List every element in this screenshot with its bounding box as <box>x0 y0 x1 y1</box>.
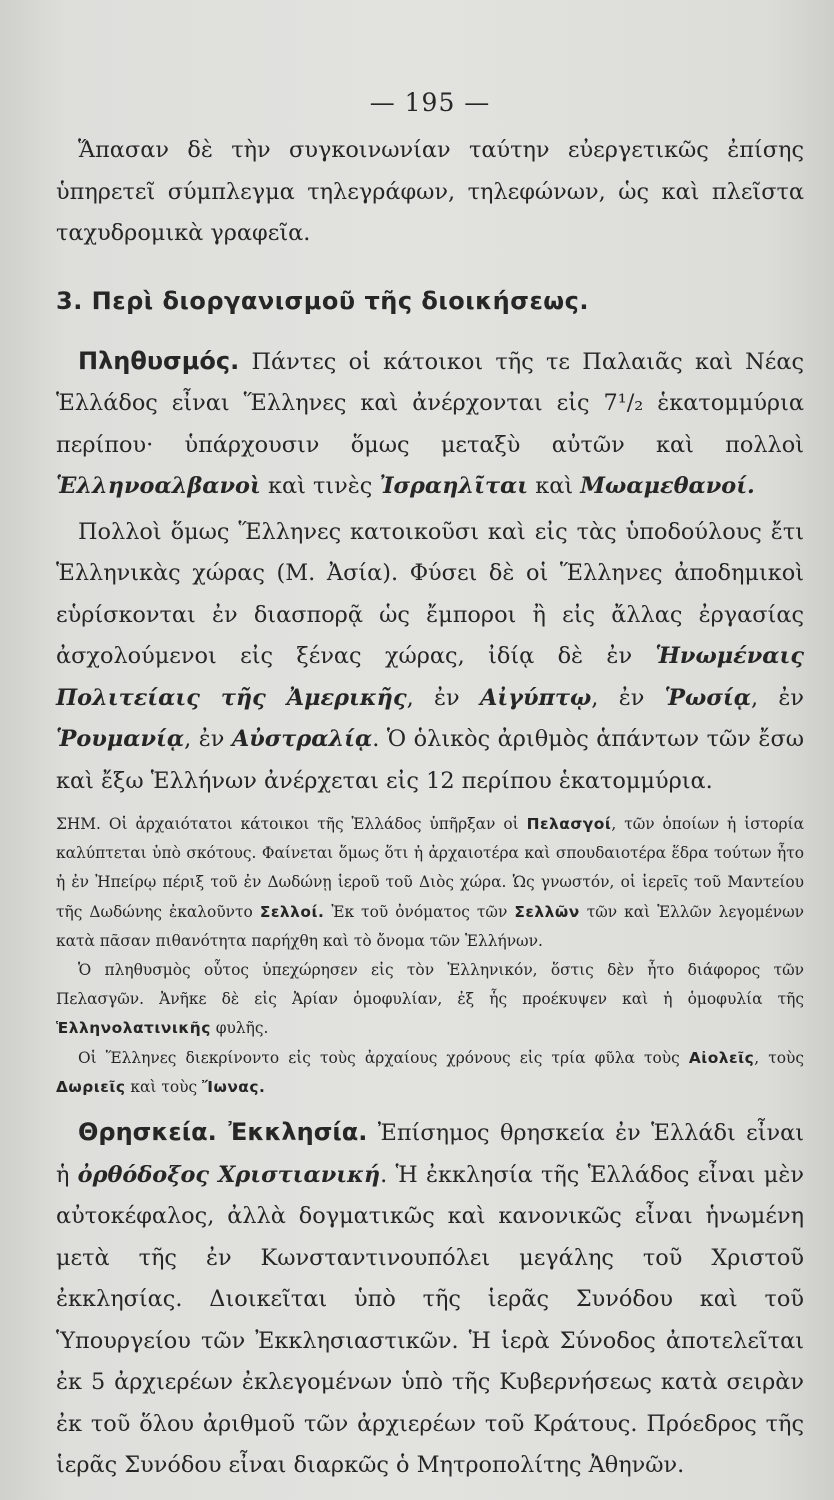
note2-text-1: Ὁ πληθυσμὸς οὗτος ὑπεχώρησεν εἰς τὸν Ἑλληνικόν, ὅστις δὲν ἦτο διάφορος τῶν Πελασγῶν. Ἀνῆκε δὲ εἰς Ἀρίαν ὁμοφυλίαν, ἐξ ἧς προέκυψεν καὶ ἡ ὁμοφυλία τῆς <box>56 961 804 1009</box>
term-dorians: Δωριεῖς <box>56 1077 126 1096</box>
term-ionians: Ἴωνας. <box>201 1077 266 1096</box>
diaspora-paragraph <box>56 512 804 803</box>
population-text-3: καὶ <box>528 473 581 499</box>
note3-text-2: , τοὺς <box>754 1048 804 1067</box>
note-paragraph-2 <box>56 956 804 1044</box>
term-romania: Ῥουμανίᾳ <box>56 726 185 752</box>
term-hellenolatin: Ἑλληνολατινικῆς <box>56 1019 211 1038</box>
diaspora-text-6: . Ὁ ὁλικὸς ἀριθμὸς ἁπάντων τῶν ἔσω καὶ ἔξω Ἑλλήνων ἀνέρχεται εἰς 12 περίπου ἑκατομμύρια. <box>56 726 804 794</box>
diaspora-text-1: Πολλοὶ ὅμως Ἕλληνες κατοικοῦσι καὶ εἰς τὰς ὑποδούλους ἔτι Ἑλληνικὰς χώρας (Μ. Ἀσία). Φύσει δὲ οἱ Ἕλληνες ἀποδημικοὶ εὑρίσκονται ἐν διασπορᾷ ὡς ἔμποροι ἢ εἰς ἄλλας ἐργασίας ἀσχολούμενοι εἰς ξένας χώρας, ἰδίᾳ δὲ ἐν <box>56 518 804 669</box>
note3-text-3: καὶ τοὺς <box>125 1077 202 1096</box>
page-number: — 195 — <box>369 88 491 117</box>
term-muslims: Μωαμεθανοί. <box>580 473 755 499</box>
term-aeolians: Αἰολεῖς <box>688 1048 755 1067</box>
religion-heading: Θρησκεία. Ἐκκλησία. <box>78 1118 368 1147</box>
population-paragraph <box>56 341 804 508</box>
religion-text-1: Ἐπίσημος θρησκεία ἐν Ἑλλάδι εἶναι ἡ <box>56 1120 805 1188</box>
term-sellon: Σελλῶν <box>514 902 580 921</box>
diaspora-text-4: , ἐν <box>750 684 804 711</box>
note3-text-1: Οἱ Ἕλληνες διεκρίνοντο εἰς τοὺς ἀρχαίους χρόνους εἰς τρία φῦλα τοὺς <box>78 1048 689 1067</box>
term-australia: Αὐστραλίᾳ <box>231 726 373 752</box>
religion-text-2: . Ἡ ἐκκλησία τῆς Ἑλλάδος εἶναι μὲν αὐτοκέφαλος, ἀλλὰ δογματικῶς καὶ κανονικῶς εἶναι ἡνωμένη μετὰ τῆς ἐν Κωνσταντινουπόλει μεγάλης τοῦ Χριστοῦ ἐκκλησίας. Διοικεῖται ὑπὸ τῆς ἱερᾶς Συνόδου καὶ τοῦ Ὑπουργείου τῶν Ἐκκλησιαστικῶν. Ἡ ἱερὰ Σύνοδος ἀποτελεῖται ἐκ 5 ἀρχιερέων ἐκλεγομένων ὑπὸ τῆς Κυβερνήσεως κατὰ σειρὰν ἐκ τοῦ ὅλου ἀριθμοῦ τῶν ἀρχιερέων τοῦ Κράτους. Πρόεδρος τῆς ἱερᾶς Συνόδου εἶναι διαρκῶς ὁ Μητροπολίτης Ἀθηνῶν. <box>56 1161 804 1479</box>
note2-text-2: φυλῆς. <box>210 1019 269 1038</box>
note-paragraph-3 <box>56 1044 804 1102</box>
term-greco-albanians: Ἑλληνοαλβανοὶ <box>56 473 261 499</box>
population-heading: Πληθυσμός. <box>78 346 240 375</box>
section-title: 3. Περὶ διοργανισμοῦ τῆς διοικήσεως. <box>56 286 590 315</box>
term-pelasgians: Πελασγοί <box>526 815 612 833</box>
note1-text-4: τῶν καὶ Ἑλλῶν λεγομένων κατὰ πᾶσαν πιθανότητα παρήχθη καὶ τὸ ὄνομα τῶν Ἑλλήνων. <box>56 902 804 950</box>
footnote-block <box>56 810 804 1102</box>
note1-text-3: Ἐκ τοῦ ὀνόματος τῶν <box>324 902 515 921</box>
term-russia: Ῥωσίᾳ <box>664 684 751 711</box>
diaspora-text-2: , ἐν <box>406 684 480 711</box>
population-text-2: καὶ τινὲς <box>260 473 380 499</box>
population-text-1: Πάντες οἱ κάτοικοι τῆς τε Παλαιᾶς καὶ Νέας Ἑλλάδος εἶναι Ἕλληνες καὶ ἀνέρχονται εἰς 7¹/₂ ἑκατομμύρια περίπου· ὑπάρχουσιν ὅμως μεταξὺ αὐτῶν καὶ πολλοὶ <box>56 348 804 458</box>
diaspora-text-3: , ἐν <box>591 684 665 711</box>
term-israelites: Ἰσραηλῖται <box>379 473 529 499</box>
term-orthodox-christian: ὀρθόδοξος Χριστιανική <box>77 1161 381 1188</box>
term-selloi: Σελλοί. <box>259 902 325 921</box>
religion-paragraph <box>56 1112 804 1487</box>
note1-text-1: ΣΗΜ. Οἱ ἀρχαιότατοι κάτοικοι τῆς Ἑλλάδος ὑπῆρξαν οἱ <box>56 815 527 833</box>
diaspora-text-5: , ἐν <box>184 726 232 752</box>
note-paragraph-1 <box>56 810 804 956</box>
term-usa: Ἡνωμέναις Πολιτείαις τῆς Ἀμερικῆς <box>56 643 804 711</box>
note1-text-2: , τῶν ὁποίων ἡ ἱστορία καλύπτεται ὑπὸ σκότους. Φαίνεται ὅμως ὅτι ἡ ἀρχαιοτέρα καὶ σπουδαιοτέρα ἕδρα τούτων ἦτο ἡ ἐν Ἠπείρῳ πέριξ τοῦ ἐν Δωδώνῃ ἱεροῦ τοῦ Διὸς χώρα. Ὡς γνωστόν, οἱ ἱερεῖς τοῦ Μαντείου τῆς Δωδώνης ἐκαλοῦντο <box>56 815 804 921</box>
intro-paragraph: Ἅπασαν δὲ τὴν συγκοινωνίαν ταύτην εὐεργετικῶς ἐπίσης ὑπηρετεῖ σύμπλεγμα τηλεγράφων, τηλεφώνων, ὡς καὶ πλεῖστα ταχυδρομικὰ γραφεῖα. <box>56 137 804 246</box>
term-egypt: Αἰγύπτῳ <box>479 684 592 711</box>
